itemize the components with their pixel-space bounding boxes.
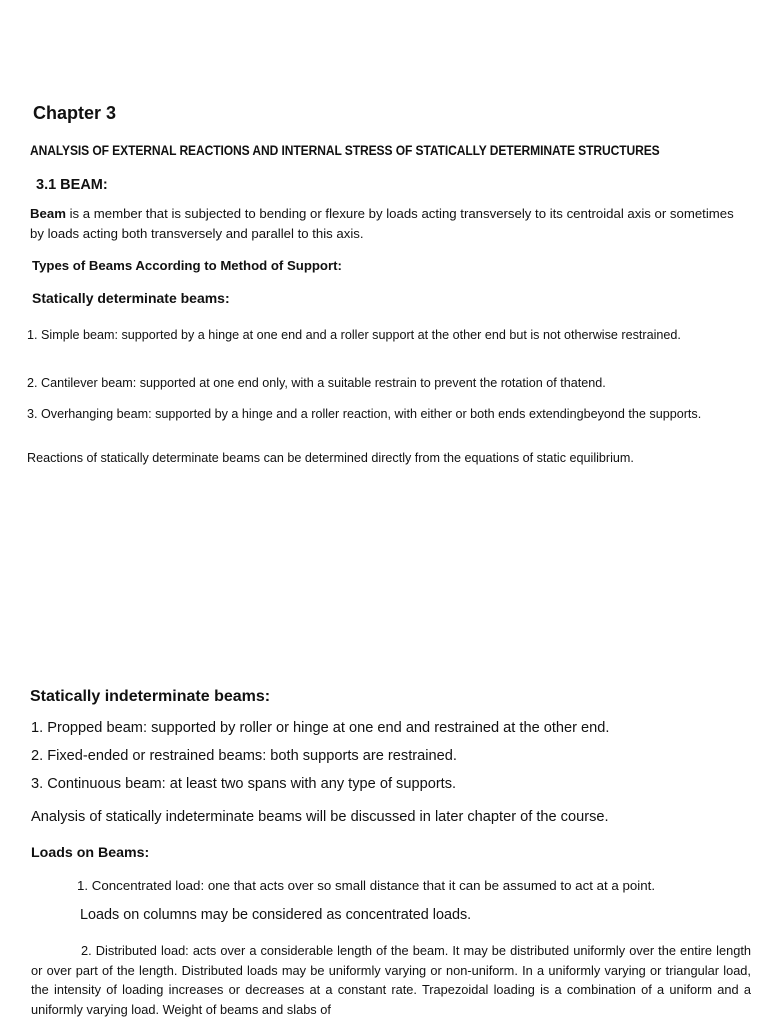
indeterminate-item-2: 2. Fixed-ended or restrained beams: both supports are restrained.	[31, 748, 457, 764]
indeterminate-heading: Statically indeterminate beams:	[30, 688, 271, 705]
determinate-item-1: 1. Simple beam: supported by a hinge at one end and a roller support at the other end but is not otherwise restrained.	[27, 328, 681, 342]
chapter-heading: ANALYSIS OF EXTERNAL REACTIONS AND INTERNAL STRESS OF STATICALLY DETERMINATE STRUCTURES	[30, 143, 660, 158]
indeterminate-item-1: 1. Propped beam: supported by roller or hinge at one end and restrained at the other end.	[31, 720, 610, 736]
indeterminate-note: Analysis of statically indeterminate beams will be discussed in later chapter of the course.	[31, 809, 609, 825]
determinate-item-2: 2. Cantilever beam: supported at one end only, with a suitable restrain to prevent the rotation of thatend.	[27, 376, 606, 390]
determinate-heading: Statically determinate beams:	[32, 290, 230, 306]
chapter-title: Chapter 3	[33, 103, 117, 123]
beam-definition	[30, 204, 742, 244]
loads-heading: Loads on Beams:	[31, 845, 150, 861]
indeterminate-item-3: 3. Continuous beam: at least two spans with any type of supports.	[31, 776, 457, 792]
types-heading: Types of Beams According to Method of Support:	[32, 258, 342, 273]
concentrated-load: 1. Concentrated load: one that acts over so small distance that it can be assumed to act at a point.	[77, 878, 656, 893]
beam-term: Beam	[30, 206, 66, 221]
distributed-load: 2. Distributed load: acts over a considerable length of the beam. It may be distributed uniformly over the entire length or over part of the length. Distributed loads may be uniformly varying or non-uniform. In a uniformly varying or triangular load, the intensity of loading increases or decreases at a constant rate. Trapezoidal loading is a combination of a uniform and a uniformly varying load. Weight of beams and slabs of	[31, 943, 751, 1017]
concentrated-load-note: Loads on columns may be considered as concentrated loads.	[80, 907, 472, 923]
beam-definition-text: is a member that is subjected to bending or flexure by loads acting transversely to its centroidal axis or sometimes by loads acting both transversely and parallel to this axis.	[30, 206, 734, 241]
section-heading-beam: 3.1 BEAM:	[36, 177, 108, 193]
determinate-note: Reactions of statically determinate beams can be determined directly from the equations of static equilibrium.	[27, 451, 634, 465]
determinate-item-3: 3. Overhanging beam: supported by a hinge and a roller reaction, with either or both ends extendingbeyond the supports.	[27, 407, 702, 421]
